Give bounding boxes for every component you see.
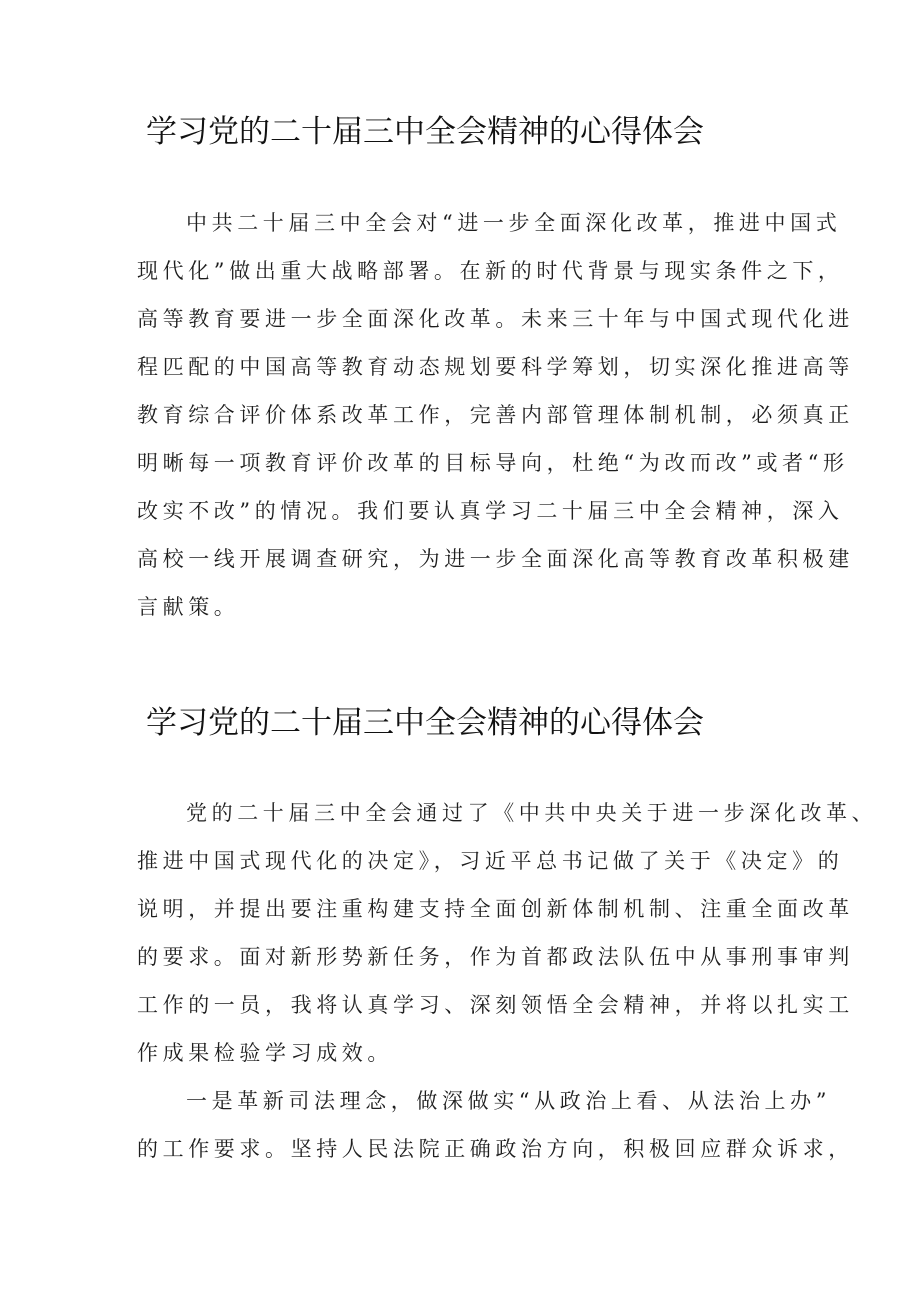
section-1-line-2: 现代化”做出重大战略部署。在新的时代背景与现实条件之下， (137, 259, 844, 283)
section-2-line-1: 党的二十届三中全会通过了《中共中央关于进一步深化改革、 (186, 801, 878, 825)
section-1-line-9: 言献策。 (137, 595, 240, 619)
section-1-line-7: 改实不改”的情况。我们要认真学习二十届三中全会精神，深入 (137, 499, 844, 523)
section-1-line-4: 程匹配的中国高等教育动态规划要科学筹划，切实深化推进高等 (137, 355, 854, 379)
section-2-title: 学习党的二十届三中全会精神的心得体会 (146, 705, 704, 741)
section-2-line-8: 的工作要求。坚持人民法院正确政治方向，积极回应群众诉求， (137, 1137, 854, 1161)
section-1-line-3: 高等教育要进一步全面深化改革。未来三十年与中国式现代化进 (137, 307, 854, 331)
section-1-line-5: 教育综合评价体系改革工作，完善内部管理体制机制，必须真正 (137, 403, 854, 427)
section-2-line-2: 推进中国式现代化的决定》，习近平总书记做了关于《决定》的 (137, 849, 844, 873)
section-1-line-8: 高校一线开展调查研究，为进一步全面深化高等教育改革积极建 (137, 547, 854, 571)
section-2-line-3: 说明，并提出要注重构建支持全面创新体制机制、注重全面改革 (137, 897, 854, 921)
section-1-line-1: 中共二十届三中全会对“进一步全面深化改革，推进中国式 (186, 211, 842, 235)
section-1-line-6: 明晰每一项教育评价改革的目标导向，杜绝“为改而改”或者“形 (137, 451, 849, 475)
section-1-title: 学习党的二十届三中全会精神的心得体会 (146, 114, 704, 150)
section-2-line-6: 作成果检验学习成效。 (137, 1041, 393, 1065)
section-2-line-7: 一是革新司法理念，做深做实“从政治上看、从法治上办” (186, 1089, 832, 1113)
section-2-line-4: 的要求。面对新形势新任务，作为首都政法队伍中从事刑事审判 (137, 945, 854, 969)
section-2-line-5: 工作的一员，我将认真学习、深刻领悟全会精神，并将以扎实工 (137, 993, 854, 1017)
